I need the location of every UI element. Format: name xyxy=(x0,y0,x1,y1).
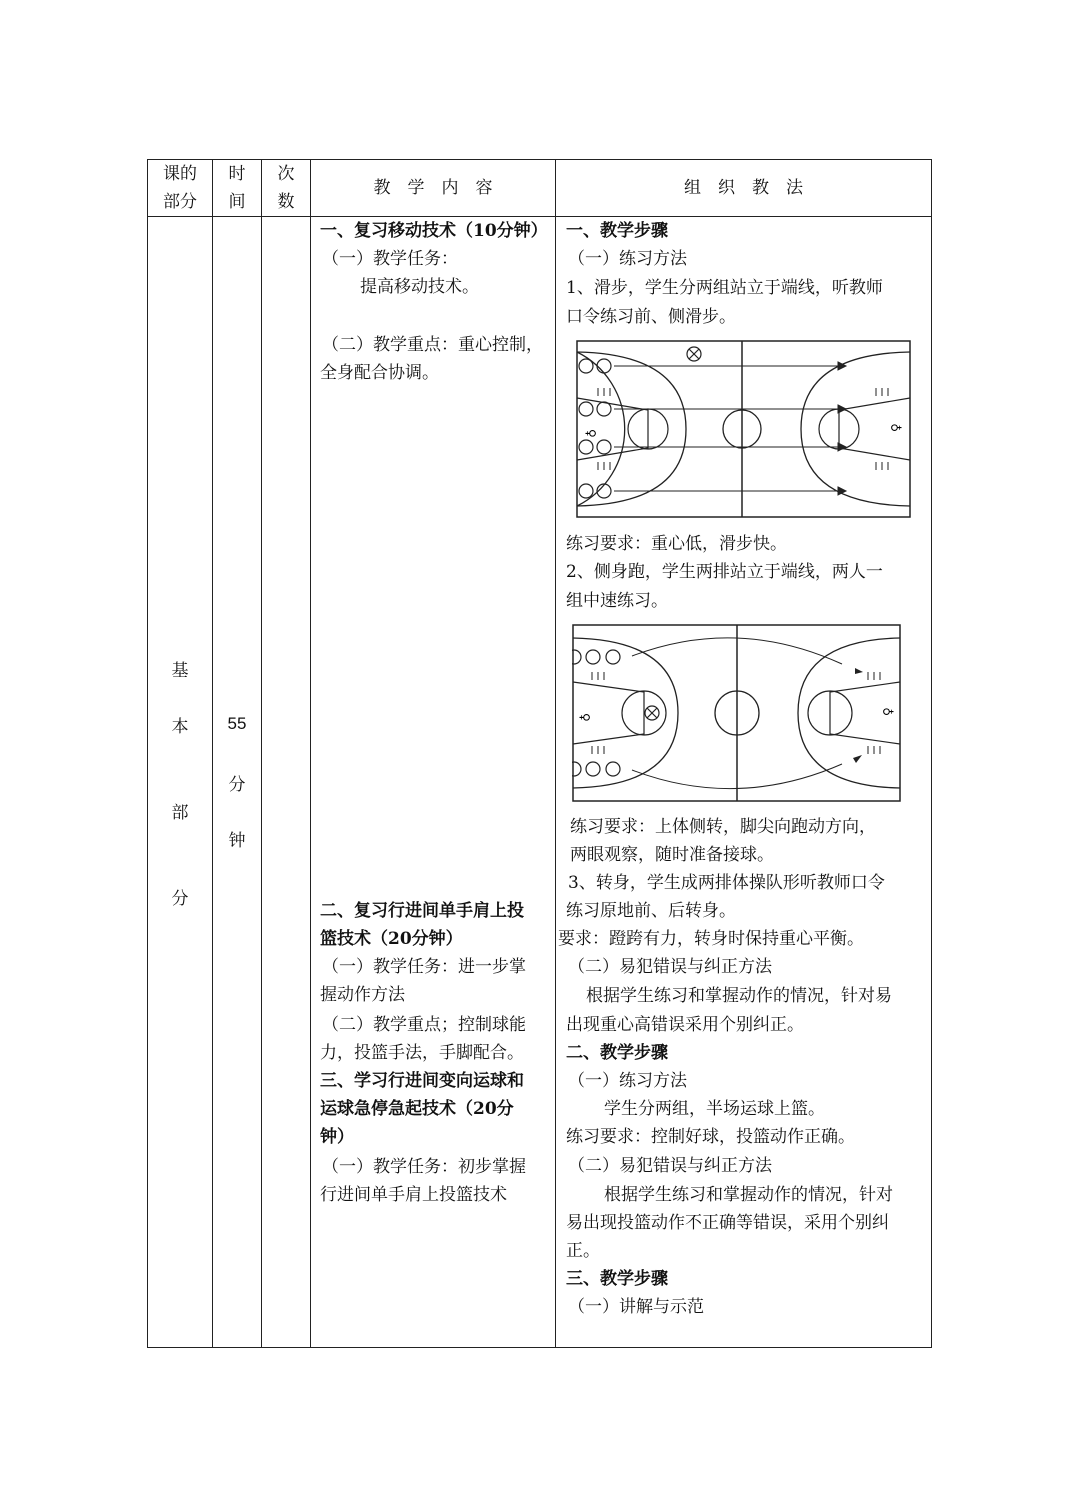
header-time-line1: 时 xyxy=(228,164,246,184)
method-line: 2、侧身跑，学生两排站立于端线，两人一 xyxy=(566,562,883,582)
col-divider-1 xyxy=(212,159,213,1348)
method-line: 两眼观察，随时准备接球。 xyxy=(570,845,774,865)
method-heading: 二、教学步骤 xyxy=(566,1043,668,1063)
content-line: 全身配合协调。 xyxy=(320,363,439,383)
method-line: 易出现投篮动作不正确等错误，采用个别纠 xyxy=(566,1213,889,1233)
header-count-line2: 数 xyxy=(277,192,295,212)
lane-ticks-left xyxy=(598,388,610,470)
content-line: （一）教学任务：进一步掌 xyxy=(322,957,526,977)
content-heading-1: 一、复习移动技术（10分钟） xyxy=(320,221,548,241)
basket-left-icon: ♀ xyxy=(578,713,592,722)
method-line: 要求：蹬跨有力，转身时保持重心平衡。 xyxy=(558,929,864,949)
teacher-marker xyxy=(645,706,659,720)
content-line: 提高移动技术。 xyxy=(360,277,479,297)
section-time: 55 xyxy=(227,714,247,733)
method-line: 练习原地前、后转身。 xyxy=(566,901,736,921)
lane-ticks-left xyxy=(592,672,604,754)
method-line: 练习要求：重心低，滑步快。 xyxy=(566,534,787,554)
method-line: 练习要求：控制好球，投篮动作正确。 xyxy=(566,1127,855,1147)
arrow-head-bottom xyxy=(853,755,862,763)
method-line: 根据学生练习和掌握动作的情况，针对易 xyxy=(586,986,892,1006)
header-section-line1: 课的 xyxy=(163,164,197,184)
method-heading: 三、教学步骤 xyxy=(566,1269,668,1289)
basket-left-icon: ♀ xyxy=(584,429,598,438)
content-line: （二）教学重点：重心控制， xyxy=(322,335,543,355)
method-line: 练习要求：上体侧转，脚尖向跑动方向， xyxy=(570,817,876,837)
section-name-char: 基 xyxy=(171,661,189,681)
header-method: 组 织 教 法 xyxy=(684,178,803,198)
method-line: 出现重心高错误采用个别纠正。 xyxy=(566,1015,804,1035)
method-line: 口令练习前、侧滑步。 xyxy=(566,307,736,327)
method-line: （二）易犯错误与纠正方法 xyxy=(568,957,772,977)
col-divider-4 xyxy=(555,159,556,1348)
content-heading-2-cont: 篮技术（20分钟） xyxy=(320,929,463,949)
section-time-unit: 钟 xyxy=(228,831,246,851)
method-line: （一）练习方法 xyxy=(568,1071,687,1091)
content-heading-3-cont: 钟） xyxy=(320,1127,354,1147)
arrow-head-top xyxy=(855,668,863,674)
table-bottom-border xyxy=(147,1347,932,1348)
table-right-border xyxy=(931,159,932,1348)
content-line: 行进间单手肩上投篮技术 xyxy=(320,1185,507,1205)
content-line: （一）教学任务： xyxy=(322,249,458,269)
run-arrows xyxy=(614,362,846,495)
teacher-marker xyxy=(687,347,701,361)
section-name-char: 分 xyxy=(171,889,189,909)
lane-ticks-right xyxy=(868,672,880,754)
table-left-border xyxy=(147,159,148,1348)
content-line: （一）教学任务：初步掌握 xyxy=(322,1157,526,1177)
content-line: （二）教学重点；控制球能 xyxy=(322,1015,526,1035)
header-count-line1: 次 xyxy=(277,164,295,184)
method-line: （一）讲解与示范 xyxy=(568,1297,704,1317)
section-time-unit: 分 xyxy=(228,775,246,795)
section-name-char: 部 xyxy=(171,803,189,823)
court-diagram-1 xyxy=(576,340,911,518)
header-section xyxy=(148,160,212,216)
header-content: 教 学 内 容 xyxy=(373,178,493,198)
section-name-char: 本 xyxy=(171,717,189,737)
content-heading-3: 三、学习行进间变向运球和 xyxy=(320,1071,524,1091)
header-time-line2: 间 xyxy=(228,192,246,212)
header-section-line2: 部分 xyxy=(163,192,197,212)
method-line: 正。 xyxy=(566,1241,600,1261)
method-line: 根据学生练习和掌握动作的情况，针对 xyxy=(604,1185,893,1205)
col-divider-2 xyxy=(261,159,262,1348)
method-line: （二）易犯错误与纠正方法 xyxy=(568,1156,772,1176)
method-line: 1、滑步，学生分两组站立于端线，听教师 xyxy=(566,278,883,298)
basket-right-icon: ♀ xyxy=(889,423,903,432)
content-line: 握动作方法 xyxy=(320,985,405,1005)
court-diagram-2 xyxy=(572,624,902,802)
content-heading-2: 二、复习行进间单手肩上投 xyxy=(320,901,524,921)
lane-ticks-right xyxy=(876,388,888,470)
col-divider-3 xyxy=(310,159,311,1348)
method-heading: 一、教学步骤 xyxy=(566,221,668,241)
basket-right-icon: ♀ xyxy=(881,707,895,716)
header-count xyxy=(262,160,310,216)
method-line: 组中速练习。 xyxy=(566,591,668,611)
method-line: 学生分两组，半场运球上篮。 xyxy=(604,1099,825,1119)
content-line: 力，投篮手法，手脚配合。 xyxy=(320,1043,524,1063)
content-heading-3-cont: 运球急停急起技术（20分 xyxy=(320,1099,514,1119)
method-line: （一）练习方法 xyxy=(568,249,687,269)
method-line: 3、转身，学生成两排体操队形听教师口令 xyxy=(568,873,885,893)
header-time xyxy=(213,160,261,216)
